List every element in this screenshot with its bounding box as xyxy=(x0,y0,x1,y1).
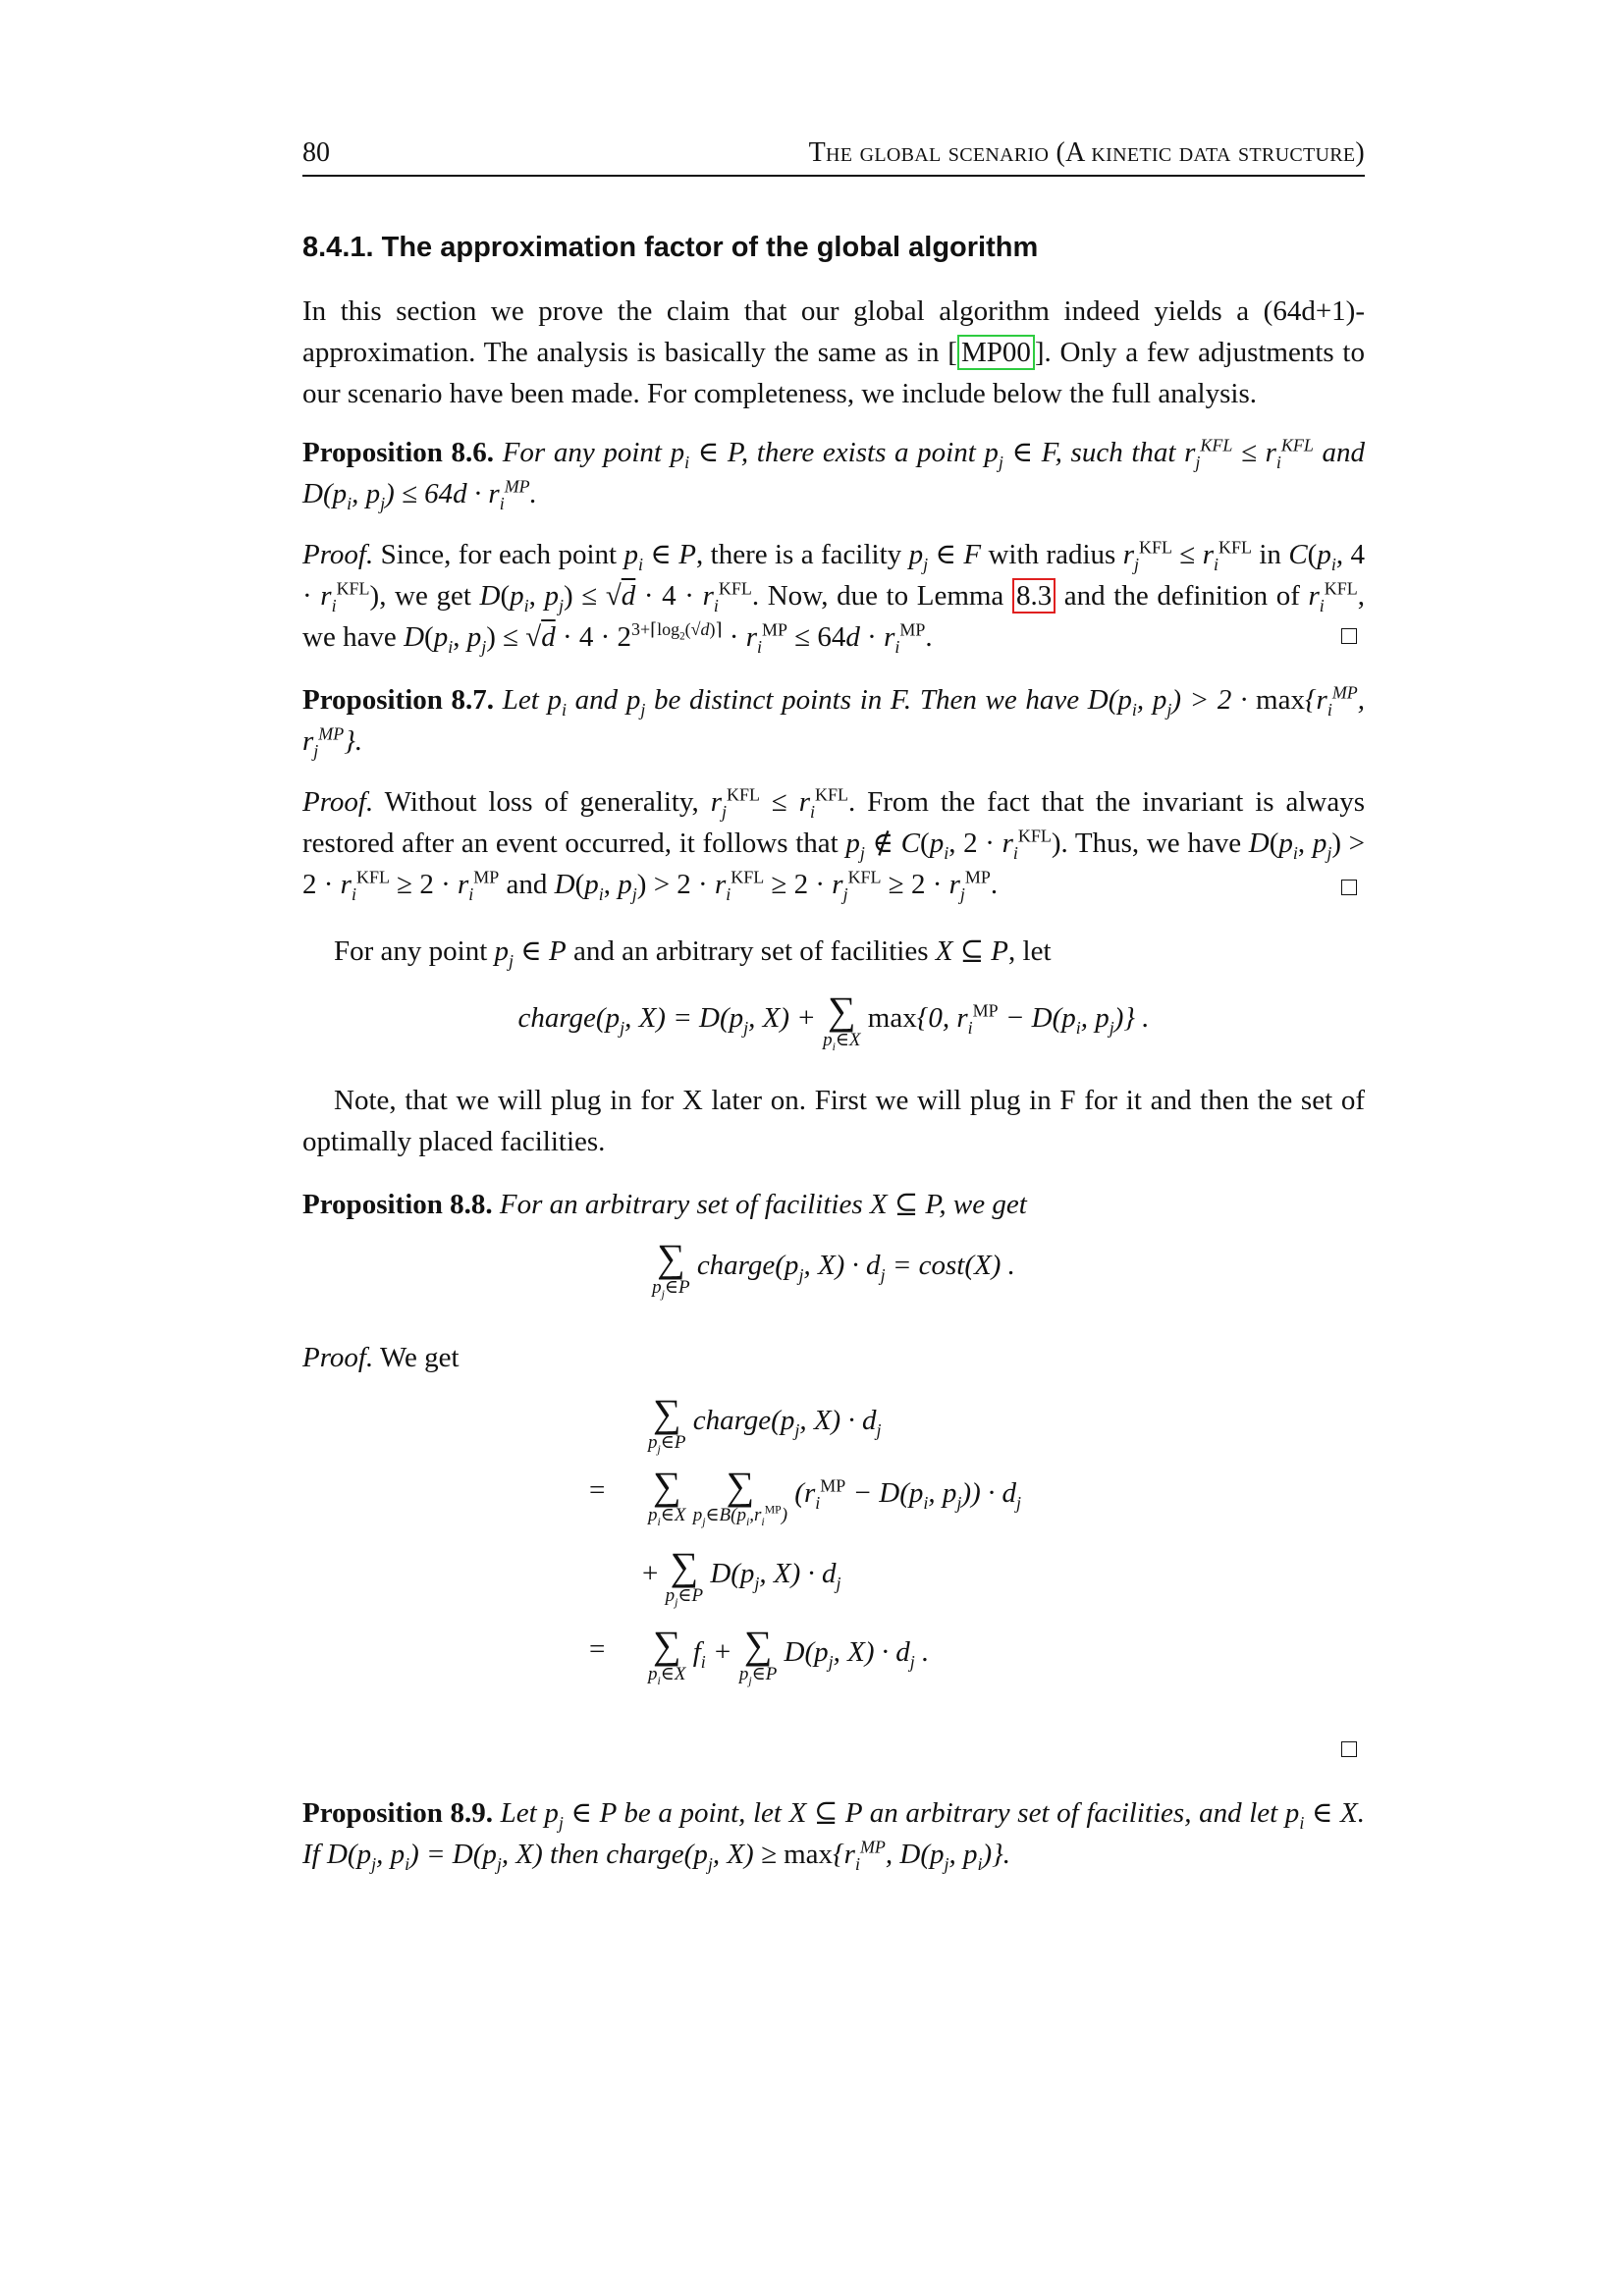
page-header xyxy=(302,135,1365,177)
note-paragraph: Note, that we will plug in for X later on. First we will plug in F for it and then the set of optimally placed facilities. xyxy=(302,1085,1365,1157)
proposition-8-7: Proposition 8.7. Let $p_i$ and $p_j$ be distinct points in F. Then we have $D(p_i$, $p_j) > 2 \cdot \max\{r_i^{MP}$, $r_j^{MP}$}. xyxy=(302,682,1366,761)
qed-symbol xyxy=(1341,880,1357,895)
proposition-8-8: Proposition 8.8. For an arbitrary set of facilities X ⊆ P, we get xyxy=(302,1189,1027,1220)
charge-intro: For any point $p_j$ ∈ P and an arbitrary set of facilities X ⊆ P, let xyxy=(334,935,1052,971)
proposition-8-9: Proposition 8.9. Let $p_j$ ∈ P be a point, let X ⊆ P an arbitrary set of facilities, and let $p_i$ ∈ X. If $D(p_j$, $p_i) = D(p_j$, X) then $charge(p_j$, $X) \ge \max\{r_i^{MP}$, $D(p_j$, $p_i$)}. xyxy=(302,1797,1365,1874)
prop-8-8-equation: ∑ $p_j\in P$ $charge(p_j$, $X) \cdot d_j = \cos t(X)$ . xyxy=(652,1236,1015,1301)
citation-link[interactable]: MP00 xyxy=(957,335,1035,370)
qed-symbol xyxy=(1341,628,1357,644)
proposition-label: Proposition 8.6. xyxy=(302,437,495,468)
intro-paragraph: In this section we prove the claim that our global algorithm indeed yields a (64d+1)-approximation. The analysis is basically the same as in [ MP00 ]. Only a few adjustments to our scenario have been made. For completeness, we include below the full analysis. xyxy=(302,295,1365,409)
qed-symbol xyxy=(1341,1741,1357,1757)
lemma-reference[interactable]: 8.3 xyxy=(1012,578,1056,614)
proof-8-8: Proof. We get xyxy=(302,1342,460,1373)
running-head: The global scenario (A kinetic data structure) xyxy=(808,137,1365,168)
proof-8-7: Proof. Without loss of generality, $r_j^{KFL} \le r_i^{KFL}$. From the fact that the invariant is always restored after an event occurred, it follows that $p_j$ ∉ $C(p_i$, $2 \cdot r_i^{KFL}$). Thus, we have $D(p_i$, $p_j) > 2 \cdot r_i^{KFL} \ge 2 \cdot r_i^{MP}$ and $D(p_i$, $p_j) > 2 \cdot r_i^{KFL} \ge 2 \cdot r_j^{KFL} \ge 2 \cdot r_j^{MP}$. xyxy=(302,784,1366,904)
proposition-8-6: Proposition 8.6. For any point $p_i$ ∈ P, there exists a point $p_j$ ∈ F, such that $r_j^{KFL} \le r_i^{KFL}$ and $D(p_i$, $p_j) \le 64d \cdot r_i^{MP}$. xyxy=(302,435,1366,513)
section-title: 8.4.1. The approximation factor of the global algorithm xyxy=(302,232,1039,263)
charge-definition-equation: $charge(p_j$, $X) = D(p_j$, X) + ∑ $p_i\in X$ max{0, $r_i^{MP} - D(p_i$, $p_j$)} . xyxy=(517,988,1150,1053)
page-number: 80 xyxy=(302,137,330,168)
proof-8-6: Proof. Since, for each point $p_i$ ∈ P, there is a facility $p_j$ ∈ F with radius $r_j^{KFL} \le r_i^{KFL}$ in $C(p_i$, $4 \cdot r_i^{KFL}$), we get $D(p_i$, $p_j) \le √d \cdot 4 \cdot r_i^{KFL}$. Now, due to Lemma 8.3 and the definition of $r_i^{KFL}$, we have $D(p_i$, $p_j) \le √d \cdot 4 \cdot 2^{3+⌈log_2(√d)⌉} \cdot r_i^{MP} \le 64d \cdot r_i^{MP}$. xyxy=(302,537,1365,657)
